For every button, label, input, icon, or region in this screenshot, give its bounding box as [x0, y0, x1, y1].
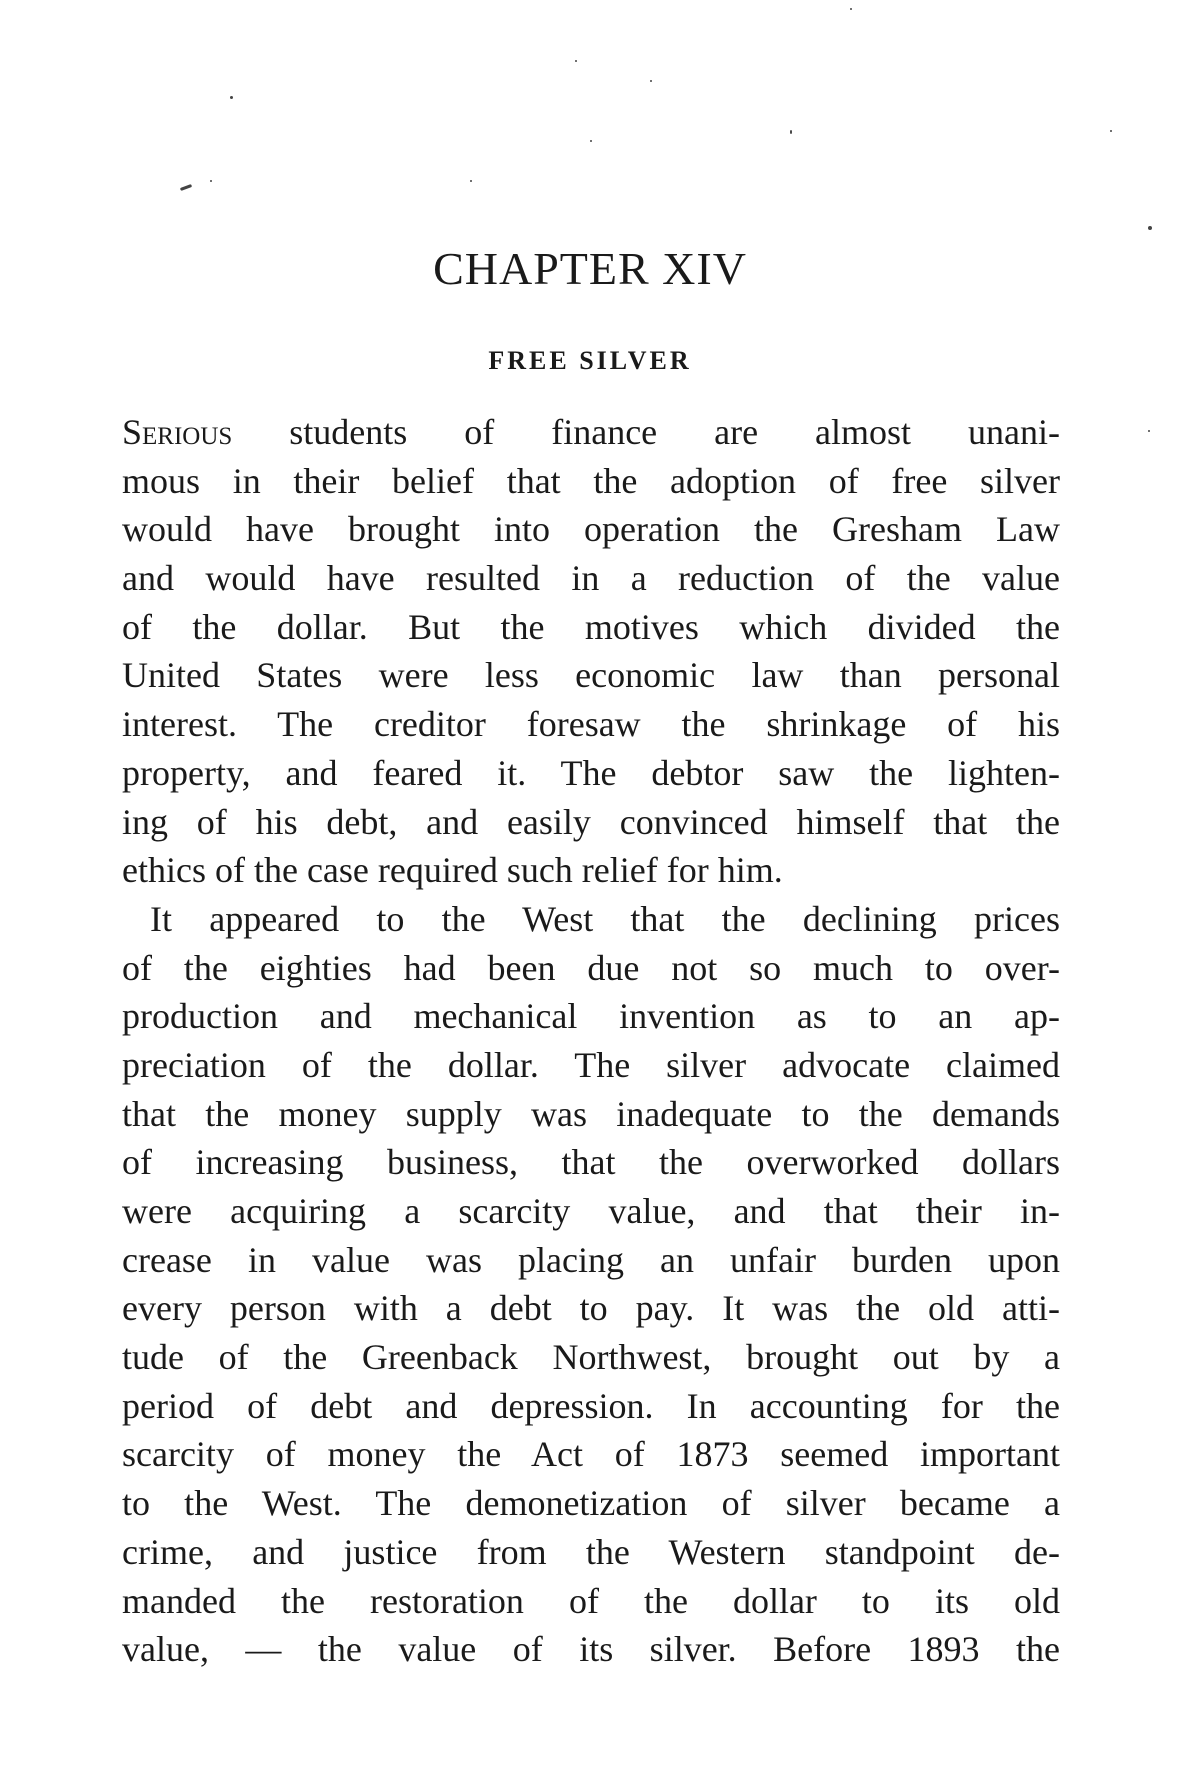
- text-line: scarcity of money the Act of 1873 seemed important: [122, 1434, 1060, 1475]
- text-line: It appeared to the West that the declining prices: [150, 898, 1060, 939]
- scan-speck: [1148, 430, 1150, 432]
- text-line: property, and feared it. The debtor saw the lighten-: [122, 752, 1060, 793]
- text-line: of the dollar. But the motives which divided the: [122, 606, 1060, 647]
- scan-speck: [1148, 226, 1152, 230]
- text-line: manded the restoration of the dollar to its old: [122, 1580, 1060, 1621]
- scan-speck: [180, 184, 192, 191]
- text-line: period of debt and depression. In accounting for the: [122, 1385, 1060, 1426]
- text-line: and would have resulted in a reduction of the value: [122, 558, 1060, 599]
- scan-speck: [470, 180, 472, 182]
- scan-speck: [850, 8, 852, 10]
- text-line: of increasing business, that the overworked dollars: [122, 1142, 1060, 1183]
- text-line: tude of the Greenback Northwest, brought out by a: [122, 1337, 1060, 1378]
- scan-speck: [230, 96, 233, 99]
- text-line: production and mechanical invention as to an ap-: [122, 996, 1060, 1037]
- scan-speck: [790, 130, 792, 134]
- text-line-content: students of finance are almost unani-: [232, 412, 1060, 452]
- text-line: to the West. The demonetization of silver became a: [122, 1483, 1060, 1524]
- text-line: value, — the value of its silver. Before 1893 the: [122, 1629, 1060, 1670]
- text-line: every person with a debt to pay. It was the old atti-: [122, 1288, 1060, 1329]
- scan-speck: [210, 180, 212, 182]
- scan-speck: [575, 60, 577, 62]
- chapter-heading: CHAPTER XIV: [433, 243, 747, 294]
- scan-speck: [1110, 130, 1112, 132]
- text-line: [122, 408, 1060, 457]
- scan-speck: [590, 140, 592, 142]
- text-line: ing of his debt, and easily convinced himself that the: [122, 801, 1060, 842]
- text-line: interest. The creditor foresaw the shrinkage of his: [122, 704, 1060, 745]
- text-line: preciation of the dollar. The silver advocate claimed: [122, 1044, 1060, 1085]
- lead-word: Serious: [122, 412, 233, 452]
- text-line: were acquiring a scarcity value, and that their in-: [122, 1191, 1060, 1231]
- text-line: ethics of the case required such relief for him.: [122, 850, 783, 891]
- text-line: United States were less economic law than personal: [122, 655, 1060, 696]
- text-line: would have brought into operation the Gresham Law: [122, 509, 1060, 550]
- text-line: crime, and justice from the Western standpoint de-: [122, 1531, 1060, 1572]
- text-line: mous in their belief that the adoption of free silver: [122, 460, 1060, 501]
- body-text: [122, 408, 1060, 1674]
- text-line: of the eighties had been due not so much to over-: [122, 947, 1060, 988]
- text-line: that the money supply was inadequate to the demands: [122, 1093, 1060, 1134]
- scan-speck: [650, 80, 652, 82]
- text-line: crease in value was placing an unfair burden upon: [122, 1239, 1060, 1280]
- chapter-subheading: FREE SILVER: [488, 346, 692, 375]
